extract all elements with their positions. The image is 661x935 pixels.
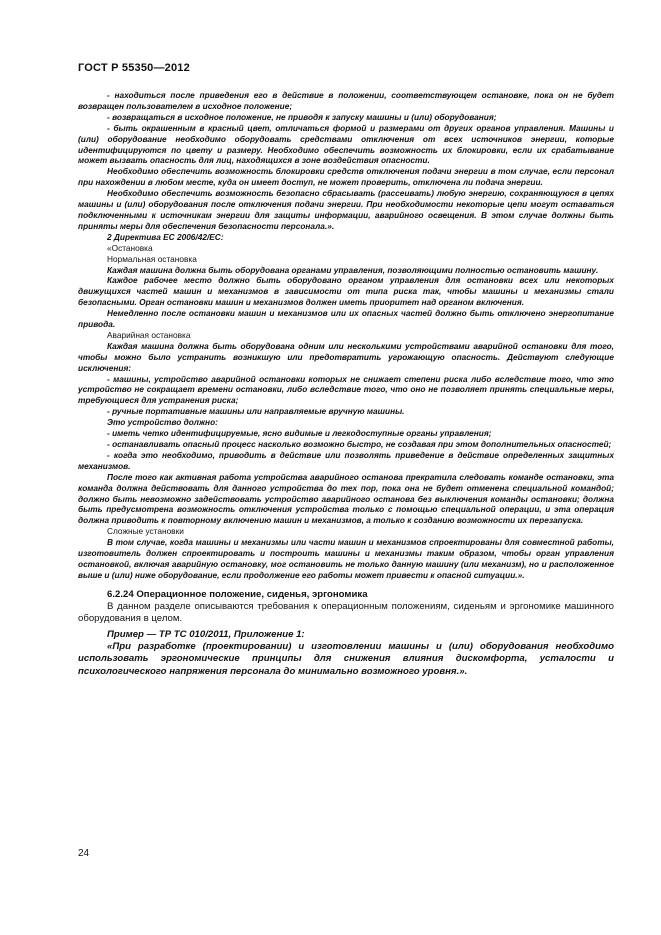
quote-paragraph: Это устройство должно: <box>107 417 218 428</box>
quote-block <box>78 90 614 581</box>
document-header: ГОСТ Р 55350—2012 <box>78 62 190 74</box>
quote-paragraph: Немедленно после остановки машин и механизмов или их опасных частей должно быть отключено энергопитание привода. <box>78 308 614 330</box>
quote-paragraph: После того как активная работа устройства аварийного останова прекратила следовать команде остановки, эта команда должна действовать для данного устройства до тех пор, пока она не будет отменена специальной командой; должно быть невозможно задействовать устройство аварийного останова без выключения команды остановки; должна быть предусмотрена возможность отключения устройства только с помощью специальной операции, и эта операция должна приводить к повторному включению машин и механизмов, а только к созданию возможности их перезапуска. <box>78 471 614 526</box>
page-number: 24 <box>78 848 90 859</box>
subheading-normal-stop: Нормальная остановка <box>107 253 197 264</box>
quote-paragraph: Каждая машина должна быть оборудована одним или несколькими устройствами аварийной остановки для того, чтобы можно было устранить возникшую или предотвратить угрожающую опасность. Действуют следующие исключения: <box>78 340 614 373</box>
section-intro: В данном разделе описываются требования к операционным положениям, сиденьям и эргономике машинного оборудования в целом. <box>78 601 614 625</box>
example-label: Пример — ТР ТС 010/2011, Приложение 1: <box>107 628 305 640</box>
quote-paragraph: - ручные портативные машины или направляемые вручную машины. <box>107 406 405 417</box>
quote-paragraph: Необходимо обеспечить возможность блокировки средств отключения подачи энергии в том случае, если персонал при нахождении в любом месте, куда он имеет доступ, не может проверить, отключена ли подача энергии. <box>78 166 614 188</box>
quote-paragraph: Каждая машина должна быть оборудована органами управления, позволяющими полностью остановить машину. <box>107 264 599 275</box>
subheading-stop: «Остановка <box>107 242 153 253</box>
directive-title: 2 Директива ЕС 2006/42/ЕС: <box>107 231 224 242</box>
quote-paragraph: - иметь четко идентифицируемые, ясно видимые и легкодоступные органы управления; <box>107 428 492 439</box>
quote-paragraph: - машины, устройство аварийной остановки которых не снижает степени риска либо вследствие того, что это устройство не сокращает времени остановки, либо вследствие того, что оно не позволяет принять специальные меры, требующиеся для устранения риска; <box>78 373 614 406</box>
page-content <box>78 90 614 678</box>
quote-paragraph: - находиться после приведения его в действие в положении, соответствующем остановке, пока он не будет возвращен пользователем в исходное положение; <box>78 90 614 111</box>
section-heading: 6.2.24 Операционное положение, сиденья, эргономика <box>107 588 368 600</box>
quote-paragraph: - быть окрашенным в красный цвет, отличаться формой и размерами от других органов управления. Машины и (или) оборудование необходимо оборудовать средствами отключения от всех источников энергии, которые идентифицируются по цвету и размеру. Необходимо обеспечить возможность их блокировки, если их срабатывание может вызвать опасность для лиц, находящихся в зоне воздействия опасности. <box>78 122 614 166</box>
quote-paragraph: - возвращаться в исходное положение, не приводя к запуску машины и (или) оборудования; <box>107 111 497 122</box>
subheading-emergency-stop: Аварийная остановка <box>107 329 191 340</box>
quote-paragraph: - когда это необходимо, приводить в действие или позволять приведение в действие определенных защитных механизмов. <box>78 449 614 471</box>
quote-paragraph: Каждое рабочее место должно быть оборудовано органом управления для остановки всех или некоторых движущихся частей машин и механизмов в зависимости от типа риска так, чтобы машины и механизмы стали безопасными. Орган остановки машин и механизмов должен иметь приоритет над органом включения. <box>78 275 614 308</box>
subheading-complex-installations: Сложные установки <box>107 526 184 537</box>
quote-paragraph: В том случае, когда машины и механизмы или части машин и механизмов спроектированы для совместной работы, изготовитель должен спроектировать и построить машины и механизмы таким образом, чтобы орган управления остановкой, включая аварийную остановку, мог остановить не только данную машину (или механизм), но и расположенное выше и (или) ниже оборудование, если продолжение его работы может привести к опасной ситуации.». <box>78 537 614 580</box>
quote-paragraph: - останавливать опасный процесс насколько возможно быстро, не создавая при этом дополнительных опасностей; <box>107 439 612 449</box>
quote-paragraph: Необходимо обеспечить возможность безопасно сбрасывать (рассеивать) любую энергию, сохраняющуюся в цепях машины и (или) оборудования после отключения подачи энергии. При необходимости некоторые цепи могут оставаться подключенными к источникам энергии для защиты информации, аварийного освещения. В этом случае должны быть приняты меры для обеспечения безопасности персонала.». <box>78 188 614 231</box>
section-6-2-24 <box>78 589 614 678</box>
example-text: «При разработке (проектировании) и изготовлении машины и (или) оборудования необходимо использовать эргономические принципы для снижения влияния дискомфорта, усталости и психологического напряжения персонала до минимально возможного уровня.». <box>78 640 614 677</box>
